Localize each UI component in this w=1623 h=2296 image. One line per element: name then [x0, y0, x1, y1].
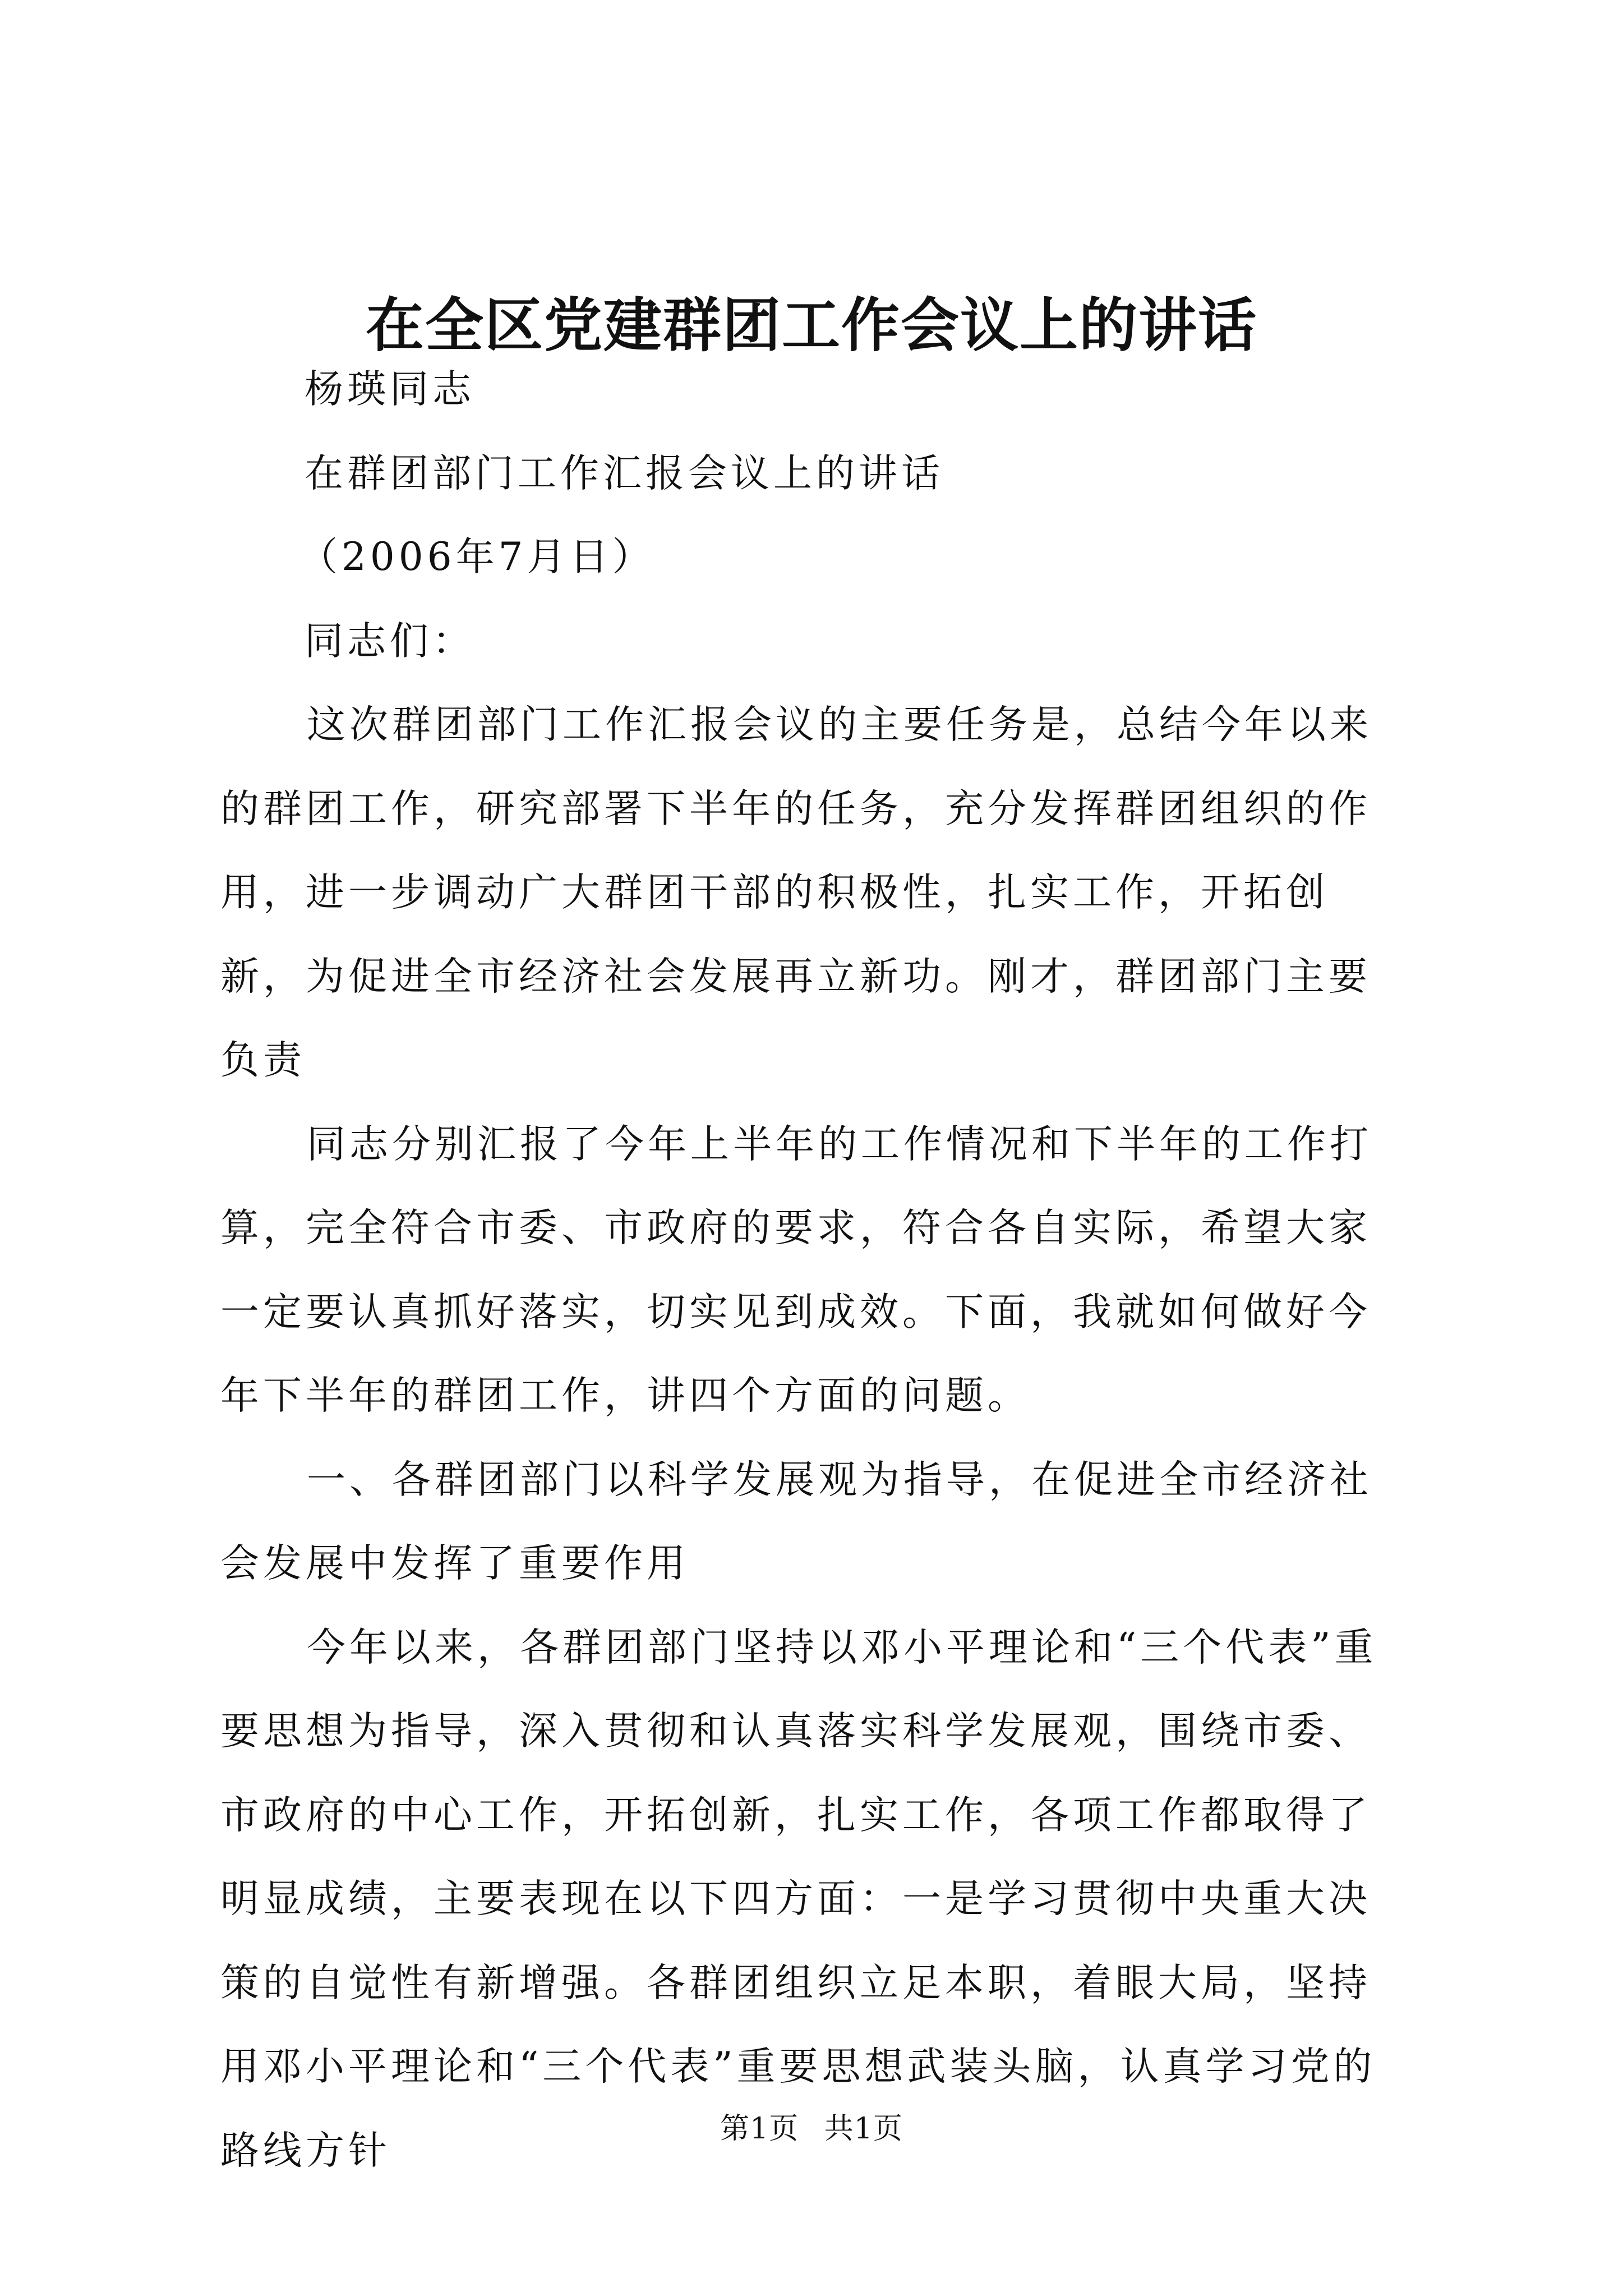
- paragraph: 这次群团部门工作汇报会议的主要任务是，总结今年以来的群团工作，研究部署下半年的任务，充分发挥群团组织的作用，进一步调动广大群团干部的积极性，扎实工作，开拓创新，为促进全市经济社会发展再立新功。刚才，群团部门主要负责: [220, 702, 1372, 1083]
- paragraph: 同志分别汇报了今年上半年的工作情况和下半年的工作打算，完全符合市委、市政府的要求，符合各自实际，希望大家一定要认真抓好落实，切实见到成效。下面，我就如何做好今年下半年的群团工作，讲四个方面的问题。: [220, 1121, 1372, 1418]
- speech-date: （2006年7月日）: [299, 535, 655, 579]
- paragraph: 今年以来，各群团部门坚持以邓小平理论和“三个代表”重要思想为指导，深入贯彻和认真落实科学发展观，围绕市委、市政府的中心工作，开拓创新，扎实工作，各项工作都取得了明显成绩，主要表现在以下四方面：一是学习贯彻中央重大决策的自觉性有新增强。各群团组织立足本职，着眼大局，坚持用邓小平理论和“三个代表”重要思想武装头脑，认真学习党的路线方针: [220, 1625, 1377, 2173]
- speech-subtitle: 在群团部门工作汇报会议上的讲话: [305, 450, 944, 496]
- speaker-line: 杨瑛同志: [305, 367, 475, 412]
- document-body: [220, 348, 1409, 2193]
- section-heading: 一、各群团部门以科学发展观为指导，在促进全市经济社会发展中发挥了重要作用: [220, 1457, 1372, 1586]
- page-footer: [0, 2106, 1623, 2151]
- document-title: 在全区党建群团工作会议上的讲话: [365, 291, 1257, 360]
- page-total: 共1页: [824, 2112, 903, 2146]
- salutation: 同志们：: [305, 618, 475, 664]
- page-number: 第1页: [720, 2112, 799, 2146]
